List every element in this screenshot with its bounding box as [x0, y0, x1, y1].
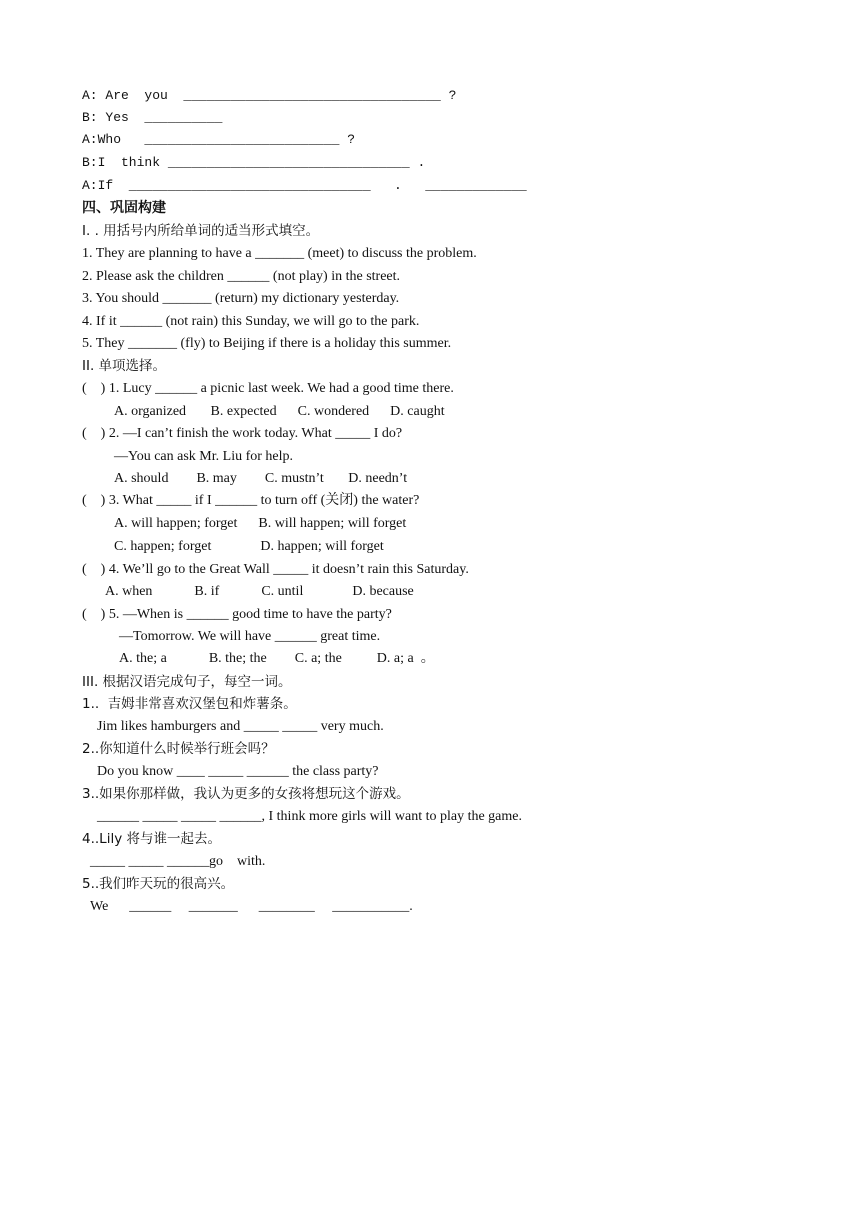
- dialogue-line: A:Who _________________________ ?: [82, 132, 356, 147]
- translation-answer: _____ _____ ______go with.: [90, 854, 266, 869]
- translation-answer: We ______ _______ ________ ___________.: [90, 899, 413, 914]
- section-title: 四、巩固构建: [82, 200, 166, 216]
- mc-question-reply: —Tomorrow. We will have ______ great time.: [119, 629, 381, 644]
- mc-question: ( ) 2. —I can’t finish the work today. What _____ I do?: [82, 426, 403, 441]
- mc-question: ( ) 1. Lucy ______ a picnic last week. We had a good time there.: [82, 381, 454, 396]
- translation-prompt: 3..如果你那样做，我认为更多的女孩将想玩这个游戏。: [82, 786, 410, 802]
- translation-answer: Do you know ____ _____ ______ the class party?: [97, 764, 379, 779]
- dialogue-line: B: Yes __________: [82, 110, 223, 125]
- mc-question: ( ) 3. What _____ if I ______ to turn off (关闭) the water?: [82, 493, 420, 508]
- part3-heading: III. 根据汉语完成句子，每空一词。: [82, 674, 292, 690]
- dialogue-line: B:I think _______________________________ .: [82, 155, 426, 170]
- mc-question: ( ) 5. —When is ______ good time to have the party?: [82, 607, 392, 622]
- fill-item: 3. You should _______ (return) my dictionary yesterday.: [82, 291, 400, 306]
- mc-question-reply: —You can ask Mr. Liu for help.: [114, 449, 294, 464]
- translation-prompt: 4..Lily 将与谁一起去。: [82, 831, 221, 847]
- translation-prompt: 2..你知道什么时候举行班会吗？: [82, 741, 275, 757]
- mc-options: A. should B. may C. mustn’t D. needn’t: [114, 471, 408, 486]
- translation-prompt: 1.. 吉姆非常喜欢汉堡包和炸薯条。: [82, 696, 297, 712]
- part1-heading: I. . 用括号内所给单词的适当形式填空。: [82, 223, 320, 239]
- dialogue-line: A: Are you _________________________________ ?: [82, 88, 457, 103]
- fill-item: 5. They _______ (fly) to Beijing if there is a holiday this summer.: [82, 336, 452, 351]
- translation-answer: Jim likes hamburgers and _____ _____ very much.: [97, 719, 384, 734]
- mc-options: A. organized B. expected C. wondered D. caught: [114, 404, 445, 419]
- fill-item: 1. They are planning to have a _______ (meet) to discuss the problem.: [82, 246, 477, 261]
- dialogue-line: A:If _______________________________ . _____________: [82, 178, 527, 193]
- fill-item: 4. If it ______ (not rain) this Sunday, we will go to the park.: [82, 314, 420, 329]
- mc-options: C. happen; forget D. happen; will forget: [114, 539, 384, 554]
- mc-options: A. the; a B. the; the C. a; the D. a; a 。: [119, 651, 435, 666]
- mc-options: A. will happen; forget B. will happen; will forget: [114, 516, 407, 531]
- fill-item: 2. Please ask the children ______ (not play) in the street.: [82, 269, 401, 284]
- mc-options: A. when B. if C. until D. because: [105, 584, 414, 599]
- mc-question: ( ) 4. We’ll go to the Great Wall _____ it doesn’t rain this Saturday.: [82, 562, 469, 577]
- translation-answer: ______ _____ _____ ______, I think more girls will want to play the game.: [97, 809, 523, 824]
- part2-heading: II. 单项选择。: [82, 358, 167, 374]
- translation-prompt: 5..我们昨天玩的很高兴。: [82, 876, 235, 892]
